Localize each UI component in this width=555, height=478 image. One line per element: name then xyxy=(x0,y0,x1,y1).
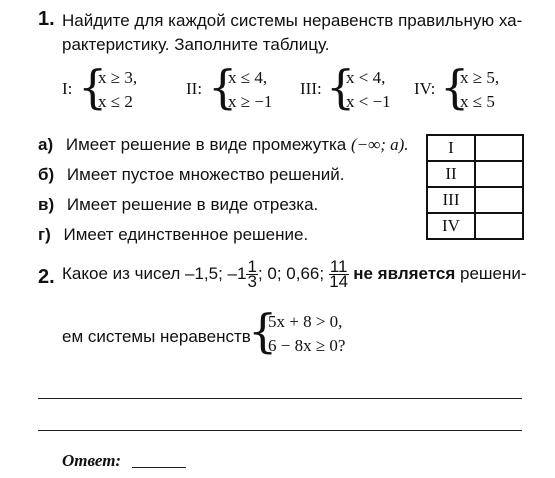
brace-icon: { xyxy=(248,304,278,358)
option-text: Имеет решение в виде промежутка xyxy=(65,135,347,154)
option-text: Имеет решение в виде отрезка. xyxy=(66,195,319,214)
option-a xyxy=(38,134,409,156)
table-row xyxy=(427,161,523,187)
option-c xyxy=(38,194,318,216)
system-ineq-2: x ≥ −1 xyxy=(228,92,273,111)
task2-text-line1 xyxy=(62,257,527,291)
fraction-denominator: 14 xyxy=(329,272,349,291)
brace-icon: { xyxy=(326,60,356,114)
table-answer-cell[interactable] xyxy=(475,187,523,213)
task2-number: 2. xyxy=(38,266,55,288)
system-ineq-1: x ≥ 5, xyxy=(460,68,500,87)
option-letter: в) xyxy=(38,195,55,214)
fraction-1 xyxy=(246,257,257,291)
table-label-cell: III xyxy=(427,187,475,213)
system-label: III: xyxy=(300,79,322,98)
table-answer-cell[interactable] xyxy=(475,161,523,187)
option-text: Имеет пустое множество решений. xyxy=(66,165,345,184)
fraction-numerator: 11 xyxy=(329,257,348,276)
task2-system xyxy=(268,310,345,358)
option-letter: а) xyxy=(38,135,54,154)
task2-text-line2: ем системы неравенств xyxy=(62,327,251,346)
option-d xyxy=(38,224,308,246)
fraction-2 xyxy=(329,257,349,291)
system-ineq-1: x ≥ 3, xyxy=(98,68,138,87)
answer-line-1[interactable] xyxy=(38,398,522,399)
table-answer-cell[interactable] xyxy=(475,213,523,239)
table-label-cell: I xyxy=(427,135,475,161)
task2-bold: не является xyxy=(353,263,456,283)
table-row xyxy=(427,135,523,161)
system-label: I: xyxy=(62,79,73,98)
fraction-numerator: 1 xyxy=(247,257,257,276)
task1-text-line2: рактеристику. Заполните таблицу. xyxy=(62,35,330,54)
option-letter: г) xyxy=(38,225,51,244)
system-ineq-1: 5x + 8 > 0, xyxy=(268,312,343,331)
table-label-cell: IV xyxy=(427,213,475,239)
system-ineq-2: x ≤ 5 xyxy=(460,92,495,111)
task2-middle: ; 0; 0,66; xyxy=(257,263,325,283)
answer-label: Ответ: xyxy=(62,451,122,470)
option-b xyxy=(38,164,344,186)
task1-text-line1: Найдите для каждой системы неравенств правильную ха- xyxy=(62,11,523,30)
fraction-denominator: 3 xyxy=(247,272,257,291)
table-label-cell: II xyxy=(427,161,475,187)
answer-line-2[interactable] xyxy=(38,430,522,431)
brace-icon: { xyxy=(208,60,238,114)
system-ineq-2: 6 − 8x ≥ 0? xyxy=(268,336,346,355)
task2-suffix: решени- xyxy=(460,263,527,283)
system-ineq-1: x ≤ 4, xyxy=(228,68,268,87)
brace-icon: { xyxy=(440,60,470,114)
table-row xyxy=(427,213,523,239)
task1-number: 1. xyxy=(38,8,55,30)
option-letter: б) xyxy=(38,165,55,184)
task2-prefix: Какое из чисел –1,5; –1 xyxy=(62,263,247,283)
system-label: IV: xyxy=(414,79,436,98)
system-ineq-1: x < 4, xyxy=(346,68,386,87)
table-answer-cell[interactable] xyxy=(475,135,523,161)
answer-blank[interactable] xyxy=(132,467,186,468)
table-row xyxy=(427,187,523,213)
system-label: II: xyxy=(186,79,203,98)
option-text: Имеет единственное решение. xyxy=(63,225,309,244)
answer-table xyxy=(426,134,524,240)
brace-icon: { xyxy=(78,60,108,114)
system-ineq-2: x < −1 xyxy=(346,92,391,111)
option-interval: (−∞; a). xyxy=(350,135,409,154)
system-ineq-2: x ≤ 2 xyxy=(98,92,133,111)
